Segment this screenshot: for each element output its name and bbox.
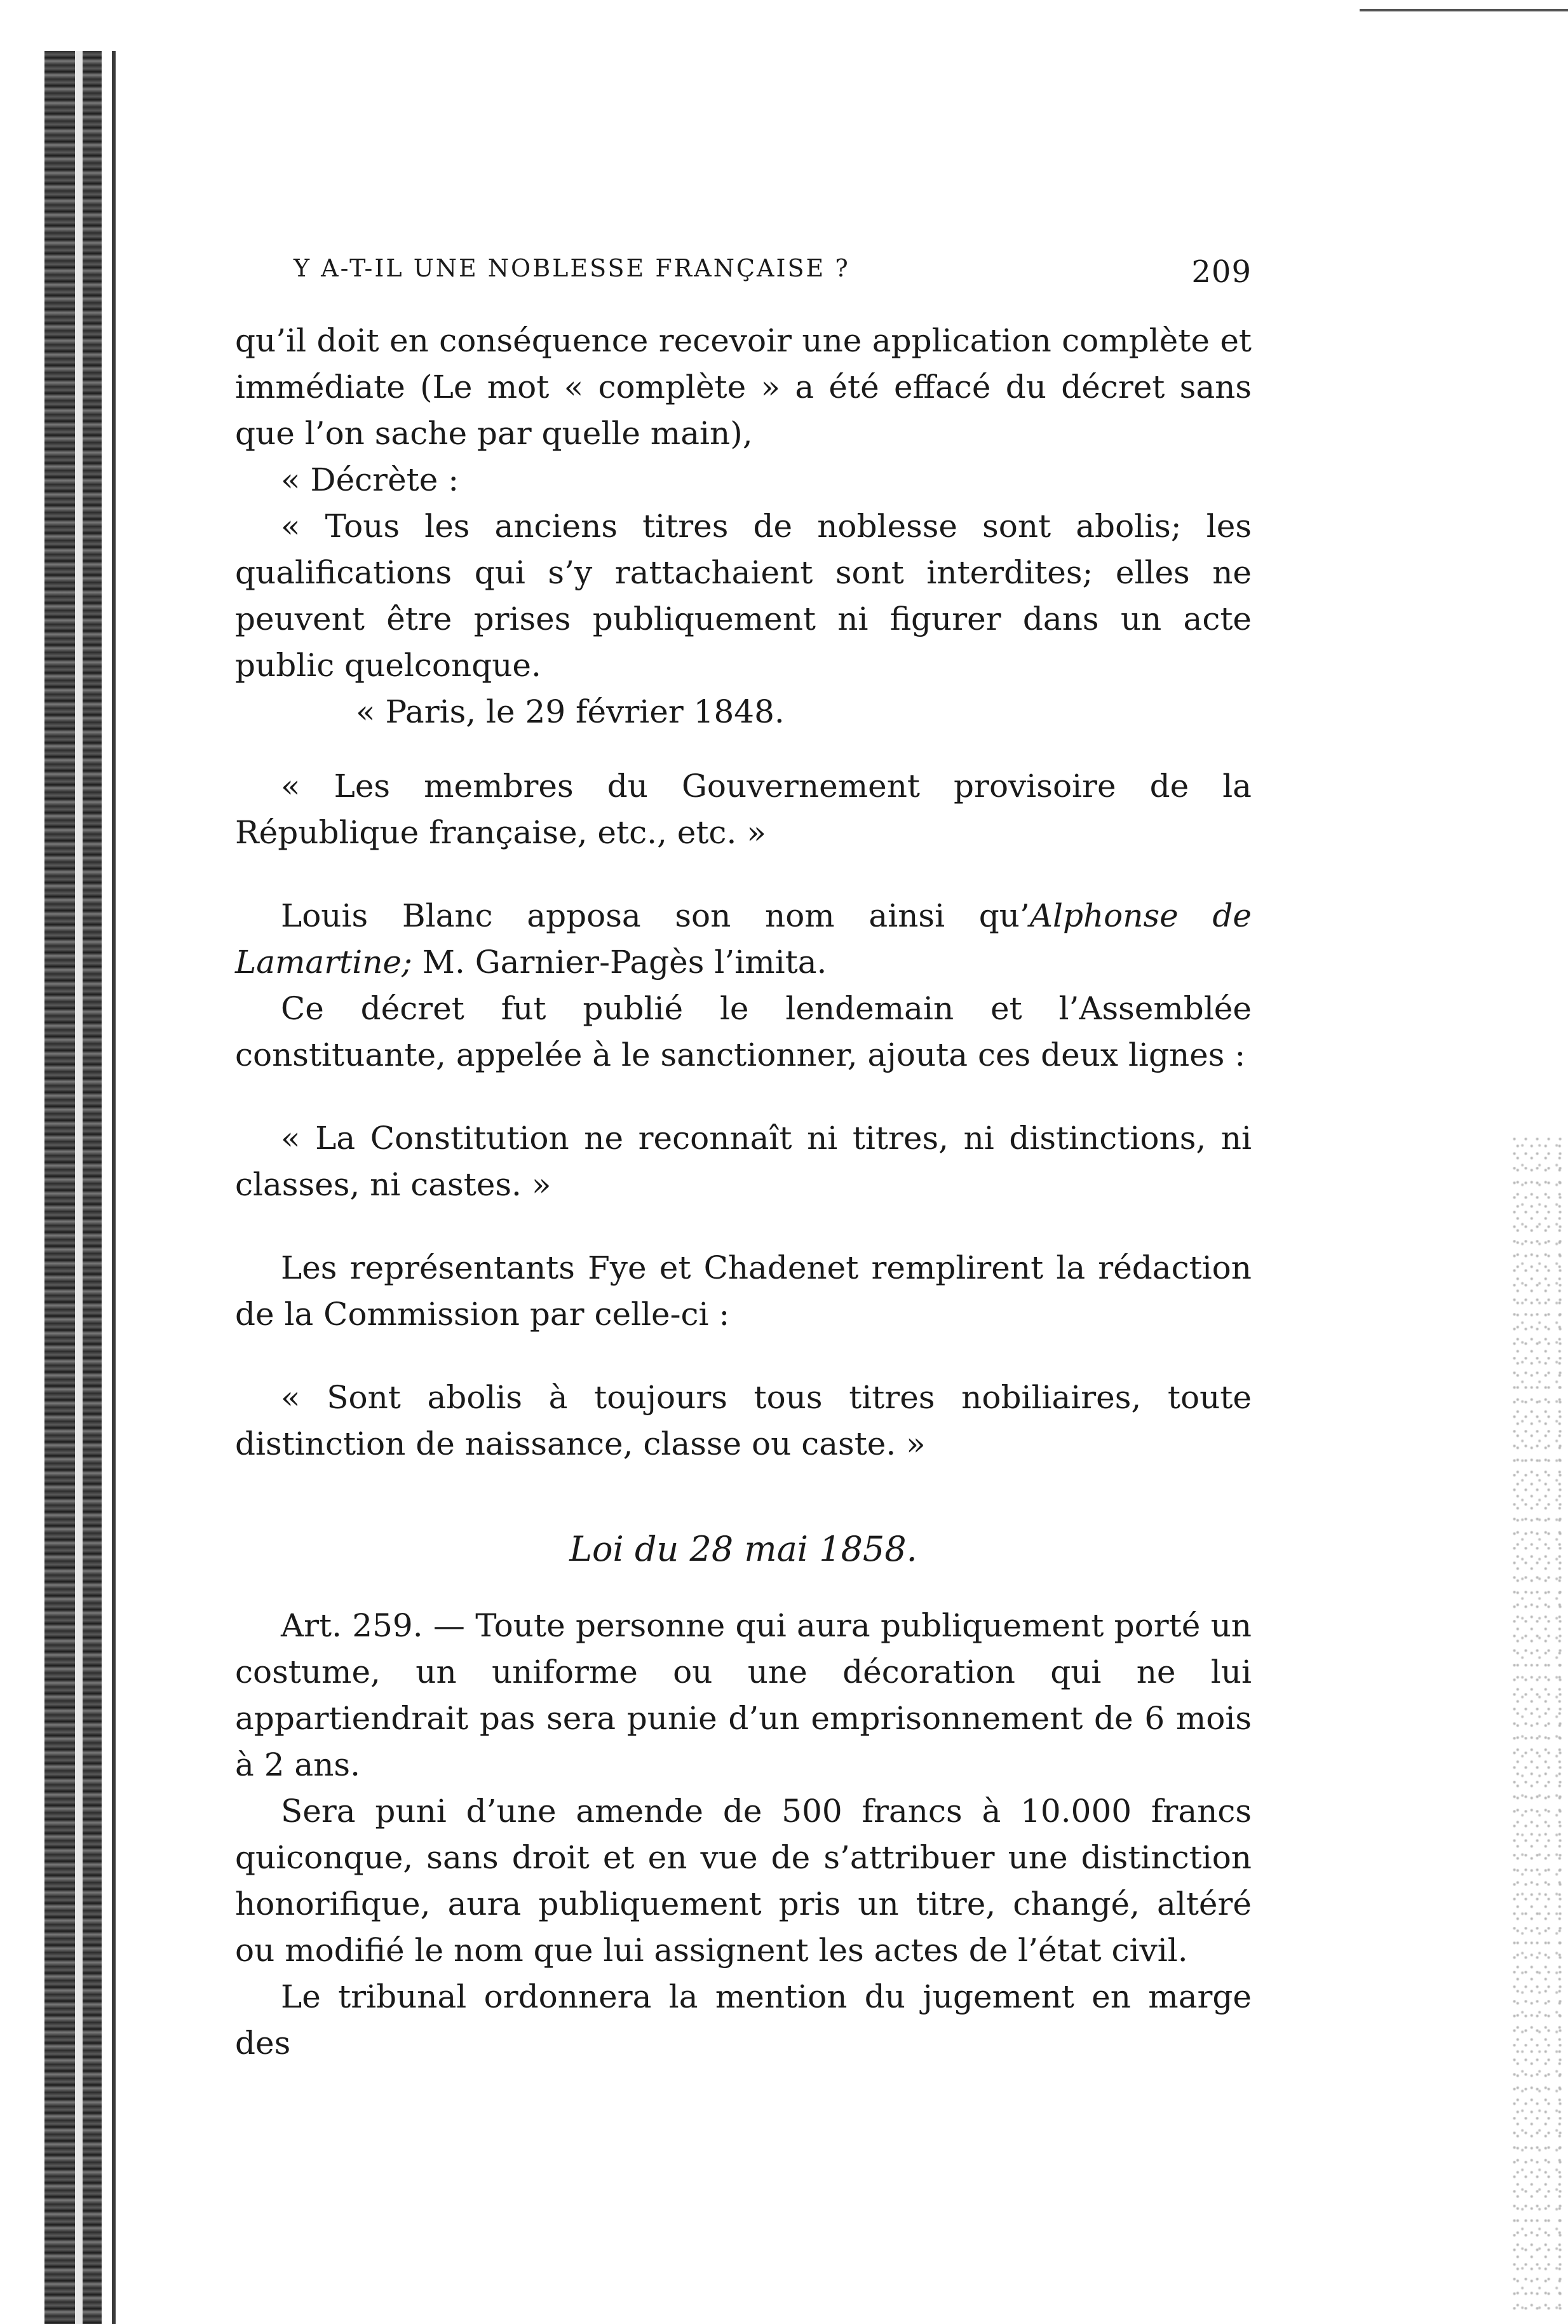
binding-gap: [75, 51, 83, 2324]
page-number: 209: [1191, 254, 1252, 290]
lamartine-italic: Alphonse de Lamartine;: [235, 897, 1252, 981]
paragraph-decrete: « Décrète :: [281, 461, 459, 498]
paragraph-constitution: « La Constitution ne reconnaît ni titres, ni distinctions, ni classes, ni castes. »: [235, 1120, 1252, 1203]
paragraph-louis-blanc: [235, 893, 1252, 986]
paragraph-decret-publie: Ce décret fut publié le lendemain et l’Assemblée constituante, appelée à le sanctionner, ajouta ces deux lignes :: [235, 990, 1252, 1073]
scan-top-rule: [1360, 9, 1568, 11]
louis-blanc-text-b: M. Garnier-Pagès l’imita.: [412, 944, 827, 981]
scan-noise-right: [1512, 1138, 1563, 2313]
paragraph-representants: Les représentants Fye et Chadenet remplirent la rédaction de la Commission par celle-ci :: [235, 1249, 1252, 1333]
paragraph-amende: Sera puni d’une amende de 500 francs à 10.000 francs quiconque, sans droit et en vue de s’attribuer une distinction honorifique, aura publiquement pris un titre, changé, altéré ou modifié le nom que lui assignent les actes de l’état civil.: [235, 1793, 1252, 1969]
paragraph-titres-abolis: « Tous les anciens titres de noblesse sont abolis; les qualifications qui s’y rattachaient sont interdites; elles ne peuvent être prises publiquement ni figurer dans un acte public quelconque.: [235, 508, 1252, 684]
book-binding-edge: [44, 51, 102, 2324]
paragraph-art-259: Art. 259. — Toute personne qui aura publiquement porté un costume, un uniforme ou une décoration qui ne lui appartiendrait pas sera punie d’un emprisonnement de 6 mois à 2 ans.: [235, 1607, 1252, 1783]
louis-blanc-text-a: Louis Blanc apposa son nom ainsi qu’: [281, 897, 1030, 934]
page-edge-line: [112, 51, 116, 2324]
paragraph-1: qu’il doit en conséquence recevoir une application complète et immédiate (Le mot « complète » a été effacé du décret sans que l’on sache par quelle main),: [235, 322, 1252, 452]
running-title: Y A-T-IL UNE NOBLESSE FRANÇAISE ?: [294, 254, 850, 282]
page-body: [235, 318, 1252, 2067]
paragraph-date: « Paris, le 29 février 1848.: [356, 693, 785, 730]
running-head: [235, 254, 1252, 292]
section-heading: Loi du 28 mai 1858.: [569, 1529, 917, 1569]
paragraph-sont-abolis: « Sont abolis à toujours tous titres nobiliaires, toute distinction de naissance, classe ou caste. »: [235, 1379, 1252, 1462]
paragraph-membres: « Les membres du Gouvernement provisoire de la République française, etc., etc. »: [235, 768, 1252, 851]
paragraph-tribunal: Le tribunal ordonnera la mention du jugement en marge des: [235, 1978, 1252, 2062]
